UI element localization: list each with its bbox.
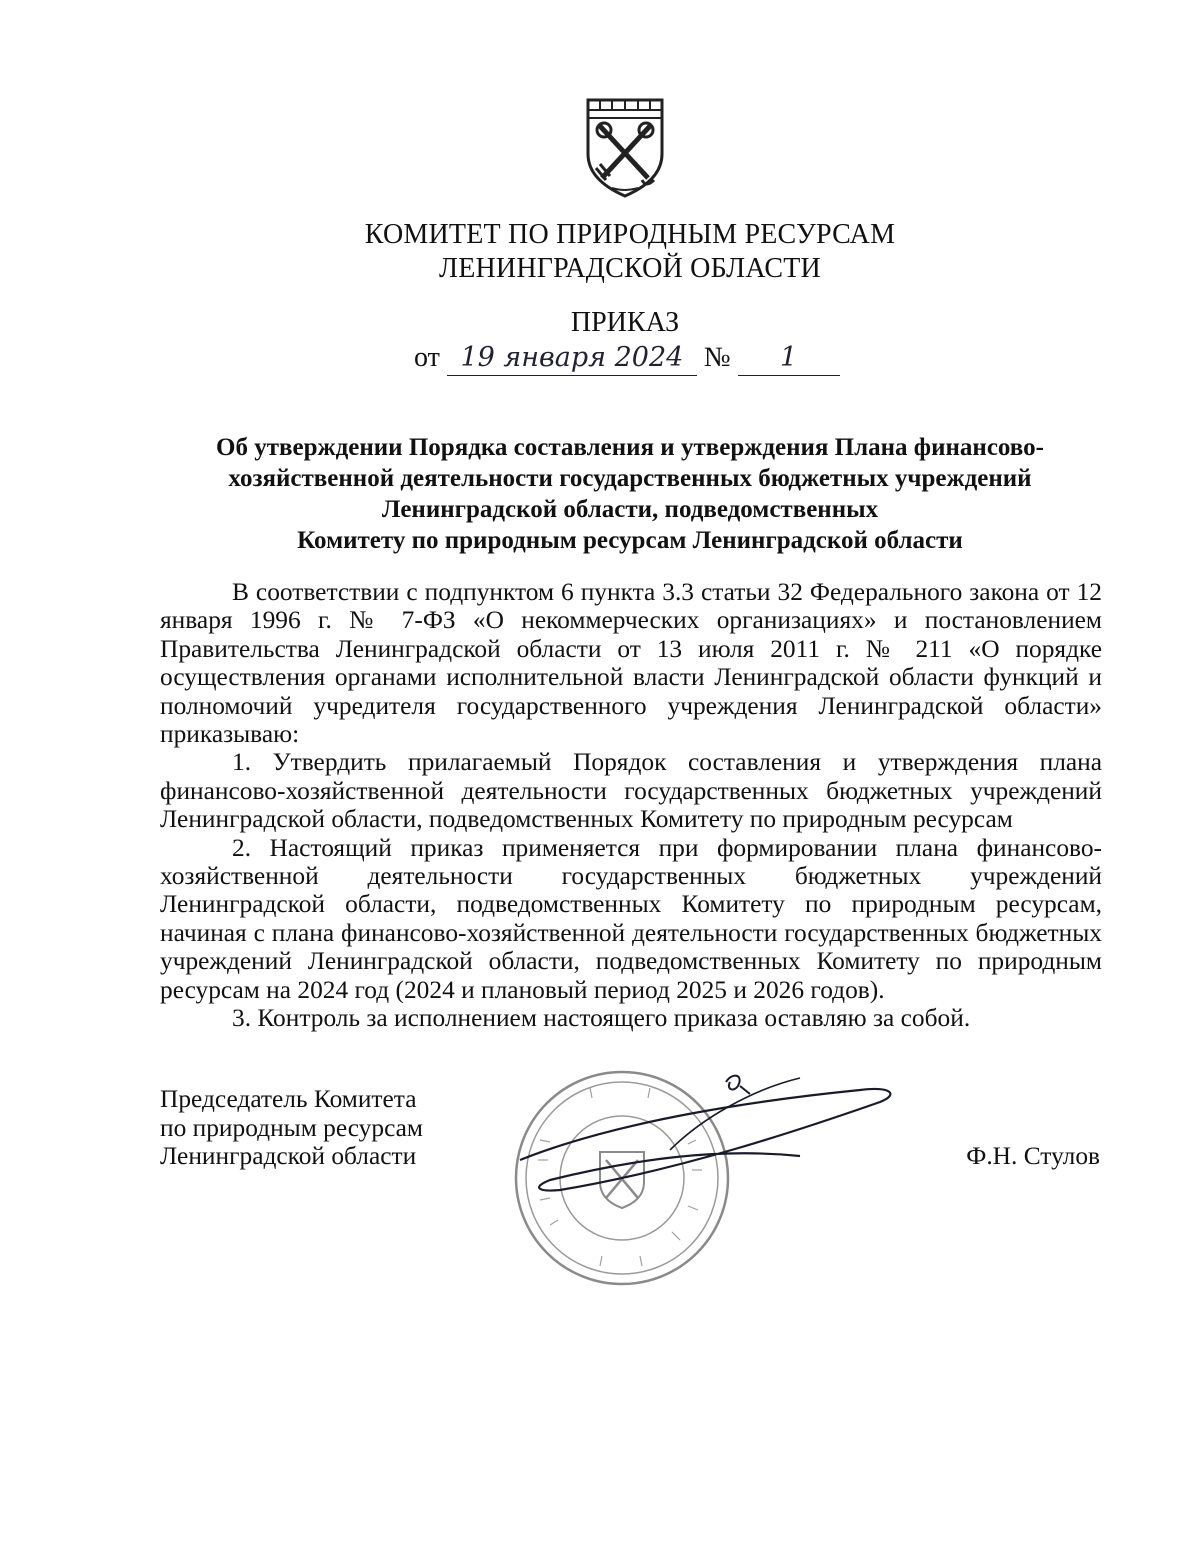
order-title: ПРИКАЗ: [570, 307, 680, 338]
signer-position-line1: Председатель Комитета: [160, 1085, 417, 1113]
signer-position: [160, 1085, 480, 1171]
organization-name: [300, 218, 960, 286]
organization-name-line1: КОМИТЕТ ПО ПРИРОДНЫМ РЕСУРСАМ: [364, 219, 896, 250]
handwritten-signature-icon: [500, 1060, 920, 1220]
order-body: [160, 578, 1102, 1033]
item-2-paragraph: 2. Настоящий приказ применяется при формировании плана финансово-хозяйственной деятельности государственных бюджетных учреждений Ленинградской области, подведомственных Комитету по природным ресурсам, начиная с плана финансово-хозяйственной деятельности государственных бюджетных учреждений Ленинградской области, подведомственных Комитету по природным ресурсам на 2024 год (2024 и плановый период 2025 и 2026 годов).: [160, 833, 1102, 1004]
heading-line4: Комитету по природным ресурсам Ленинградской области: [297, 527, 963, 554]
organization-name-line2: ЛЕНИНГРАДСКОЙ ОБЛАСТИ: [439, 253, 821, 284]
item-3-paragraph: 3. Контроль за исполнением настоящего приказа оставляю за собой.: [232, 1004, 971, 1033]
heading-line1: Об утверждении Порядка составления и утверждения Плана финансово-: [216, 434, 1044, 461]
order-date-number-line: [414, 340, 854, 376]
heading-line3: Ленинградской области, подведомственных: [381, 496, 879, 523]
order-date-handwritten: 19 января 2024: [447, 341, 697, 376]
signer-name: Ф.Н. Стулов: [966, 1142, 1100, 1170]
order-subject-heading: [160, 432, 1100, 556]
signer-position-line2: по природным ресурсам: [160, 1113, 423, 1142]
coat-of-arms-icon: [582, 96, 668, 200]
order-number-handwritten: 1: [738, 341, 840, 376]
order-from-label: от: [414, 342, 440, 373]
signer-position-line3: Ленинградской области: [160, 1142, 417, 1170]
order-number-label: №: [703, 342, 731, 373]
heading-line2: хозяйственной деятельности государственных бюджетных учреждений: [228, 465, 1032, 492]
preamble-paragraph: В соответствии с подпунктом 6 пункта 3.3 статьи 32 Федерального закона от 12 января 1996 г. № 7-ФЗ «О некоммерческих организациях» и постановлением Правительства Ленинградской области от 13 июля 2011 г. № 211 «О порядке осуществления органами исполнительной власти Ленинградской области функций и полномочий учредителя государственного учреждения Ленинградской области» приказываю:: [160, 578, 1102, 749]
item-1-paragraph: 1. Утвердить прилагаемый Порядок составления и утверждения плана финансово-хозяйственной деятельности государственных бюджетных учреждений Ленинградской области, подведомственных Комитету по природным ресурсам: [160, 748, 1102, 834]
